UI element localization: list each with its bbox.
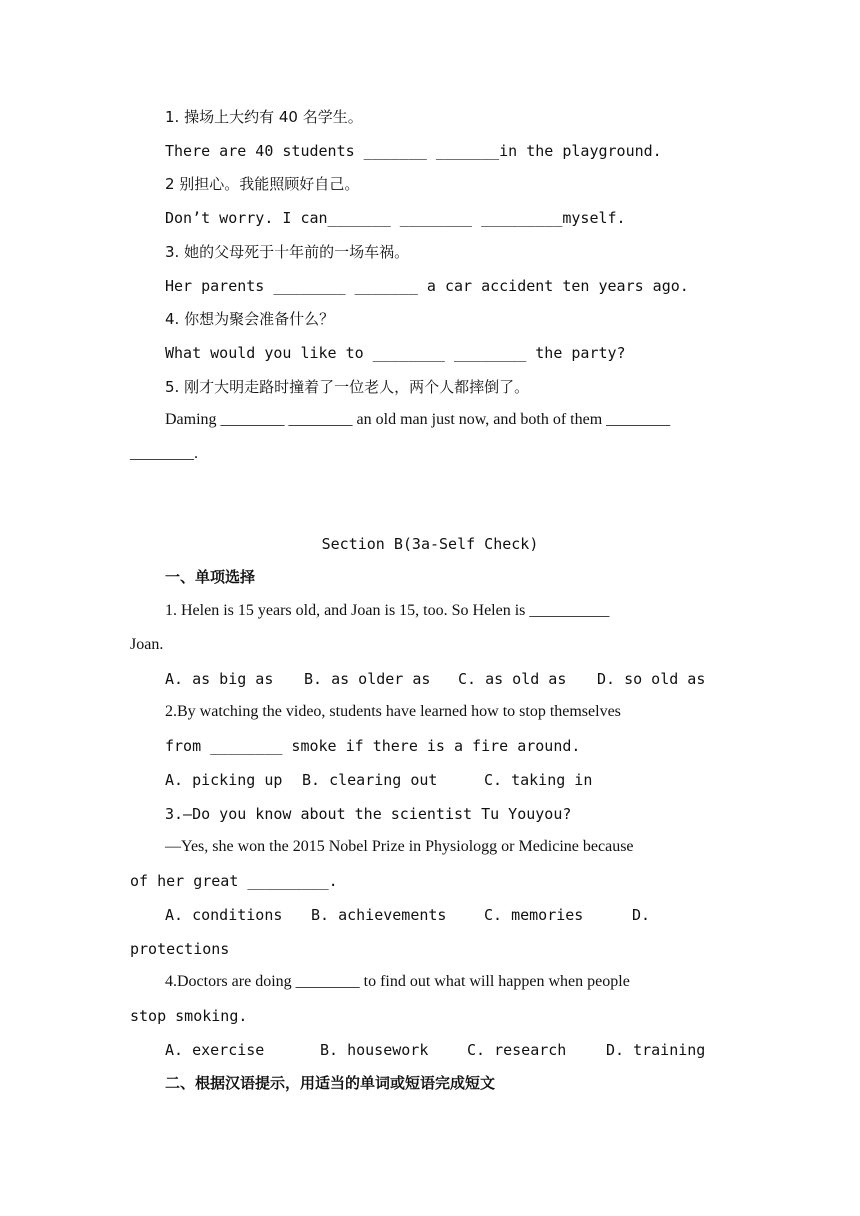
translation-item-1-zh: 1. 操场上大约有 40 名学生。: [165, 108, 363, 126]
translation-item-5-en-cont: ________.: [130, 445, 198, 462]
q4-option-b: B. housework: [320, 1041, 429, 1059]
q2-option-c: C. taking in: [484, 771, 593, 789]
translation-item-5-en: Daming ________ ________ an old man just now, and both of them ________: [165, 411, 671, 428]
translation-item-4-zh: 4. 你想为聚会准备什么？: [165, 310, 335, 328]
q3-option-c: C. memories: [484, 906, 584, 924]
translation-item-1-en: There are 40 students _______ _______in the playground.: [165, 142, 662, 160]
q4-line1: 4.Doctors are doing ________ to find out what will happen when people: [165, 973, 630, 990]
q3-option-d: D.: [632, 906, 651, 924]
q1-option-a: A. as big as: [165, 670, 274, 688]
q3-option-d-text: protections: [130, 940, 230, 958]
translation-item-2-en: Don’t worry. I can_______ ________ _________myself.: [165, 209, 626, 227]
translation-item-3-en: Her parents ________ _______ a car accident ten years ago.: [165, 277, 689, 295]
q3-line3: of her great _________.: [130, 872, 338, 890]
part2-heading: 二、根据汉语提示，用适当的单词或短语完成短文: [165, 1074, 496, 1092]
q2-option-a: A. picking up: [165, 771, 283, 789]
q2-option-b: B. clearing out: [302, 771, 438, 789]
translation-item-5-zh: 5. 刚才大明走路时撞着了一位老人，两个人都摔倒了。: [165, 378, 530, 396]
translation-item-2-zh: 2 别担心。我能照顾好自己。: [165, 175, 360, 193]
q1-line1: 1. Helen is 15 years old, and Joan is 15, too. So Helen is __________: [165, 602, 610, 619]
q4-option-c: C. research: [467, 1041, 567, 1059]
q4-option-d: D. training: [606, 1041, 706, 1059]
q3-line2: —Yes, she won the 2015 Nobel Prize in Physiologg or Medicine because: [165, 838, 634, 855]
q3-option-a: A. conditions: [165, 906, 283, 924]
q4-option-a: A. exercise: [165, 1041, 265, 1059]
q3-line1: 3.—Do you know about the scientist Tu Youyou?: [165, 805, 572, 823]
translation-item-4-en: What would you like to ________ ________ the party?: [165, 344, 626, 362]
q1-option-c: C. as old as: [458, 670, 567, 688]
q3-option-b: B. achievements: [311, 906, 447, 924]
q2-line1: 2.By watching the video, students have learned how to stop themselves: [165, 703, 621, 720]
q2-line2: from ________ smoke if there is a fire around.: [165, 737, 581, 755]
q1-option-b: B. as older as: [304, 670, 431, 688]
section-title: Section B(3a-Self Check): [321, 535, 539, 553]
q1-option-d: D. so old as: [597, 670, 706, 688]
q4-line2: stop smoking.: [130, 1007, 248, 1025]
translation-item-3-zh: 3. 她的父母死于十年前的一场车祸。: [165, 243, 410, 261]
q1-line2: Joan.: [130, 636, 164, 653]
part1-heading: 一、单项选择: [165, 568, 256, 586]
